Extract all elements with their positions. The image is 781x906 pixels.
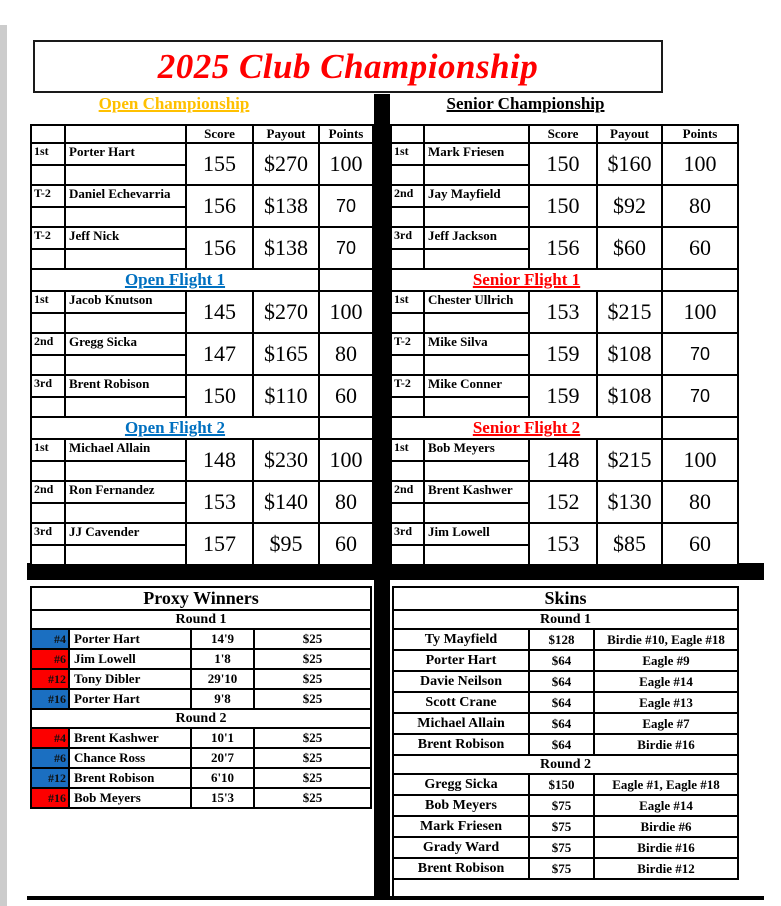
- rank-cell: 3rd: [391, 227, 424, 249]
- blank-cell: [391, 125, 424, 143]
- proxy-payout: $25: [254, 748, 371, 768]
- payout-value: $92: [597, 185, 662, 227]
- proxy-row: [31, 689, 371, 709]
- points-value: 100: [319, 291, 373, 333]
- skins-row: [393, 795, 738, 816]
- player-row: [31, 333, 373, 355]
- blank-cell: [391, 545, 424, 565]
- proxy-payout: $25: [254, 629, 371, 649]
- skins-row: [393, 837, 738, 858]
- proxy-winners-title: Proxy Winners: [31, 587, 371, 610]
- score-value: 159: [529, 375, 597, 417]
- player-name: Ron Fernandez: [65, 481, 186, 503]
- blank-cell: [65, 461, 186, 481]
- blank-cell: [31, 165, 65, 185]
- points-value: 60: [319, 523, 373, 565]
- player-row: [31, 375, 373, 397]
- player-row: [31, 227, 373, 249]
- rank-cell: 1st: [31, 143, 65, 165]
- blank-cell: [319, 269, 373, 291]
- proxy-row: [31, 748, 371, 768]
- player-name: Gregg Sicka: [65, 333, 186, 355]
- score-value: 148: [529, 439, 597, 481]
- score-value: 157: [186, 523, 253, 565]
- flight-title: Senior Flight 2: [391, 417, 662, 439]
- skins-player-name: Scott Crane: [393, 692, 529, 713]
- player-name: Brent Kashwer: [424, 481, 529, 503]
- round-label: Round 1: [31, 610, 371, 629]
- blank-cell: [65, 125, 186, 143]
- player-row: [31, 185, 373, 207]
- blank-cell: [31, 355, 65, 375]
- blank-cell: [424, 125, 529, 143]
- player-row: [31, 143, 373, 165]
- flight-title-row: [391, 417, 738, 439]
- blank-cell: [65, 313, 186, 333]
- open-results-table: [30, 124, 374, 566]
- blank-cell: [31, 249, 65, 269]
- blank-cell: [424, 397, 529, 417]
- proxy-player-name: Tony Dibler: [69, 669, 191, 689]
- blank-cell: [391, 503, 424, 523]
- blank-cell: [391, 461, 424, 481]
- blank-cell: [65, 249, 186, 269]
- skins-row: [393, 650, 738, 671]
- proxy-row: [31, 669, 371, 689]
- points-value: 80: [662, 481, 738, 523]
- skins-detail: Eagle #1, Eagle #18: [594, 774, 738, 795]
- proxy-distance: 1'8: [191, 649, 254, 669]
- round-label: Round 2: [393, 755, 738, 774]
- score-value: 150: [529, 143, 597, 185]
- blank-cell: [391, 249, 424, 269]
- score-value: 150: [186, 375, 253, 417]
- player-name: Jacob Knutson: [65, 291, 186, 313]
- player-name: Jeff Nick: [65, 227, 186, 249]
- points-value: 100: [662, 291, 738, 333]
- skins-title-row: [393, 587, 738, 610]
- proxy-row: [31, 788, 371, 808]
- blank-cell: [65, 397, 186, 417]
- payout-value: $85: [597, 523, 662, 565]
- player-row: [391, 439, 738, 461]
- rank-cell: 2nd: [31, 333, 65, 355]
- rank-cell: 3rd: [31, 523, 65, 545]
- proxy-row: [31, 768, 371, 788]
- flight-title-row: [391, 269, 738, 291]
- round-label: Round 1: [393, 610, 738, 629]
- proxy-payout: $25: [254, 669, 371, 689]
- blank-cell: [319, 417, 373, 439]
- round-label-row: [31, 610, 371, 629]
- rank-cell: T-2: [391, 333, 424, 355]
- rank-cell: 2nd: [391, 185, 424, 207]
- hole-badge: #6: [31, 649, 69, 669]
- player-name: JJ Cavender: [65, 523, 186, 545]
- player-name: Jay Mayfield: [424, 185, 529, 207]
- points-value: 80: [319, 333, 373, 375]
- payout-value: $95: [253, 523, 319, 565]
- proxy-row: [31, 728, 371, 748]
- column-header-row: [391, 125, 738, 143]
- score-value: 152: [529, 481, 597, 523]
- blank-cell: [31, 503, 65, 523]
- hole-badge: #12: [31, 669, 69, 689]
- skins-row: [393, 816, 738, 837]
- payout-value: $138: [253, 227, 319, 269]
- skins-amount: $75: [529, 795, 594, 816]
- flight-title: Open Flight 1: [31, 269, 319, 291]
- proxy-distance: 14'9: [191, 629, 254, 649]
- vertical-divider: [374, 94, 390, 900]
- column-header: Score: [186, 125, 253, 143]
- blank-cell: [424, 249, 529, 269]
- payout-value: $270: [253, 143, 319, 185]
- proxy-distance: 15'3: [191, 788, 254, 808]
- skins-row: [393, 774, 738, 795]
- proxy-distance: 20'7: [191, 748, 254, 768]
- proxy-player-name: Brent Robison: [69, 768, 191, 788]
- points-value: 80: [662, 185, 738, 227]
- skins-player-name: Brent Robison: [393, 734, 529, 755]
- blank-cell: [391, 397, 424, 417]
- score-value: 147: [186, 333, 253, 375]
- column-header: Points: [662, 125, 738, 143]
- score-value: 156: [186, 185, 253, 227]
- player-name: Chester Ullrich: [424, 291, 529, 313]
- player-row: [391, 291, 738, 313]
- blank-cell: [65, 355, 186, 375]
- rank-cell: 3rd: [391, 523, 424, 545]
- blank-cell: [31, 313, 65, 333]
- proxy-distance: 10'1: [191, 728, 254, 748]
- proxy-winners-table: [30, 586, 372, 809]
- skins-row: [393, 629, 738, 650]
- blank-cell: [31, 397, 65, 417]
- skins-row: [393, 713, 738, 734]
- blank-cell: [424, 461, 529, 481]
- flight-title-row: [31, 417, 373, 439]
- flight-title: Open Flight 2: [31, 417, 319, 439]
- score-value: 148: [186, 439, 253, 481]
- skins-player-name: Ty Mayfield: [393, 629, 529, 650]
- round-label: Round 2: [31, 709, 371, 728]
- points-value: 70: [662, 375, 738, 417]
- player-row: [391, 333, 738, 355]
- player-name: Porter Hart: [65, 143, 186, 165]
- blank-cell: [65, 207, 186, 227]
- hole-badge: #16: [31, 689, 69, 709]
- proxy-player-name: Brent Kashwer: [69, 728, 191, 748]
- player-row: [31, 523, 373, 545]
- player-name: Jeff Jackson: [424, 227, 529, 249]
- payout-value: $215: [597, 291, 662, 333]
- proxy-distance: 9'8: [191, 689, 254, 709]
- payout-value: $230: [253, 439, 319, 481]
- blank-cell: [424, 165, 529, 185]
- skins-player-name: Michael Allain: [393, 713, 529, 734]
- skins-amount: $75: [529, 816, 594, 837]
- score-value: 150: [529, 185, 597, 227]
- skins-player-name: Mark Friesen: [393, 816, 529, 837]
- blank-cell: [31, 207, 65, 227]
- blank-cell: [424, 545, 529, 565]
- rank-cell: T-2: [31, 227, 65, 249]
- payout-value: $110: [253, 375, 319, 417]
- score-value: 156: [186, 227, 253, 269]
- skins-player-name: Gregg Sicka: [393, 774, 529, 795]
- skins-amount: $75: [529, 837, 594, 858]
- payout-value: $270: [253, 291, 319, 333]
- score-value: 153: [186, 481, 253, 523]
- skins-row: [393, 692, 738, 713]
- skins-row: [393, 734, 738, 755]
- score-value: 156: [529, 227, 597, 269]
- points-value: 100: [662, 439, 738, 481]
- points-value: 100: [319, 143, 373, 185]
- score-value: 153: [529, 523, 597, 565]
- payout-value: $130: [597, 481, 662, 523]
- proxy-payout: $25: [254, 689, 371, 709]
- open-championship-heading: Open Championship: [98, 94, 250, 113]
- payout-value: $108: [597, 375, 662, 417]
- page-title: 2025 Club Championship: [157, 46, 539, 86]
- proxy-distance: 6'10: [191, 768, 254, 788]
- hole-badge: #4: [31, 728, 69, 748]
- player-name: Michael Allain: [65, 439, 186, 461]
- blank-cell: [31, 461, 65, 481]
- blank-cell: [391, 165, 424, 185]
- payout-value: $60: [597, 227, 662, 269]
- blank-cell: [391, 355, 424, 375]
- blank-cell: [391, 207, 424, 227]
- flight-title: Senior Flight 1: [391, 269, 662, 291]
- rank-cell: T-2: [31, 185, 65, 207]
- skins-player-name: Porter Hart: [393, 650, 529, 671]
- player-row: [31, 439, 373, 461]
- rank-cell: 2nd: [391, 481, 424, 503]
- rank-cell: T-2: [391, 375, 424, 397]
- player-row: [31, 291, 373, 313]
- skins-detail: Birdie #16: [594, 837, 738, 858]
- skins-amount: $64: [529, 734, 594, 755]
- points-value: 70: [319, 227, 373, 269]
- skins-detail: Eagle #13: [594, 692, 738, 713]
- skins-amount: $64: [529, 692, 594, 713]
- blank-cell: [65, 545, 186, 565]
- skins-detail: Birdie #16: [594, 734, 738, 755]
- rank-cell: 3rd: [31, 375, 65, 397]
- skins-amount: $75: [529, 858, 594, 879]
- skins-player-name: Grady Ward: [393, 837, 529, 858]
- blank-cell: [31, 545, 65, 565]
- score-value: 145: [186, 291, 253, 333]
- rank-cell: 2nd: [31, 481, 65, 503]
- proxy-payout: $25: [254, 788, 371, 808]
- column-header-row: [31, 125, 373, 143]
- skins-detail: Birdie #10, Eagle #18: [594, 629, 738, 650]
- blank-cell: [424, 355, 529, 375]
- hole-badge: #6: [31, 748, 69, 768]
- senior-results-table: [390, 124, 739, 566]
- flight-title-row: [31, 269, 373, 291]
- payout-value: $165: [253, 333, 319, 375]
- rank-cell: 1st: [391, 291, 424, 313]
- proxy-player-name: Bob Meyers: [69, 788, 191, 808]
- payout-value: $140: [253, 481, 319, 523]
- score-value: 159: [529, 333, 597, 375]
- player-row: [31, 481, 373, 503]
- hole-badge: #16: [31, 788, 69, 808]
- player-name: Mark Friesen: [424, 143, 529, 165]
- skins-row: [393, 858, 738, 879]
- payout-value: $160: [597, 143, 662, 185]
- player-name: Daniel Echevarria: [65, 185, 186, 207]
- player-row: [391, 523, 738, 545]
- blank-cell: [391, 313, 424, 333]
- column-header: Payout: [597, 125, 662, 143]
- rank-cell: 1st: [31, 291, 65, 313]
- points-value: 100: [662, 143, 738, 185]
- skins-detail: Eagle #7: [594, 713, 738, 734]
- skins-amount: $150: [529, 774, 594, 795]
- skins-table: [392, 586, 739, 880]
- round-label-row: [31, 709, 371, 728]
- skins-player-name: Bob Meyers: [393, 795, 529, 816]
- blank-cell: [662, 269, 738, 291]
- skins-detail: Eagle #14: [594, 671, 738, 692]
- player-name: Bob Meyers: [424, 439, 529, 461]
- player-row: [391, 227, 738, 249]
- proxy-row: [31, 629, 371, 649]
- points-value: 60: [662, 523, 738, 565]
- column-header: Payout: [253, 125, 319, 143]
- player-name: Mike Conner: [424, 375, 529, 397]
- proxy-title-row: [31, 587, 371, 610]
- blank-cell: [424, 503, 529, 523]
- skins-detail: Birdie #6: [594, 816, 738, 837]
- skins-detail: Eagle #14: [594, 795, 738, 816]
- proxy-distance: 29'10: [191, 669, 254, 689]
- rank-cell: 1st: [31, 439, 65, 461]
- blank-cell: [65, 503, 186, 523]
- skins-amount: $64: [529, 650, 594, 671]
- proxy-payout: $25: [254, 649, 371, 669]
- proxy-player-name: Porter Hart: [69, 629, 191, 649]
- points-value: 70: [662, 333, 738, 375]
- column-header: Score: [529, 125, 597, 143]
- proxy-payout: $25: [254, 728, 371, 748]
- skins-title: Skins: [393, 587, 738, 610]
- skins-amount: $64: [529, 713, 594, 734]
- blank-cell: [662, 417, 738, 439]
- skins-amount: $64: [529, 671, 594, 692]
- proxy-player-name: Chance Ross: [69, 748, 191, 768]
- rank-cell: 1st: [391, 143, 424, 165]
- points-value: 70: [319, 185, 373, 227]
- skins-detail: Eagle #9: [594, 650, 738, 671]
- skins-amount: $128: [529, 629, 594, 650]
- proxy-player-name: Porter Hart: [69, 689, 191, 709]
- payout-value: $108: [597, 333, 662, 375]
- score-value: 153: [529, 291, 597, 333]
- player-row: [391, 375, 738, 397]
- blank-cell: [65, 165, 186, 185]
- skins-row: [393, 671, 738, 692]
- column-header: Points: [319, 125, 373, 143]
- points-value: 60: [319, 375, 373, 417]
- blank-cell: [424, 313, 529, 333]
- score-value: 155: [186, 143, 253, 185]
- round-label-row: [393, 755, 738, 774]
- player-name: Mike Silva: [424, 333, 529, 355]
- skins-player-name: Brent Robison: [393, 858, 529, 879]
- player-row: [391, 481, 738, 503]
- points-value: 80: [319, 481, 373, 523]
- rank-cell: 1st: [391, 439, 424, 461]
- skins-detail: Birdie #12: [594, 858, 738, 879]
- proxy-payout: $25: [254, 768, 371, 788]
- title-box: [33, 40, 663, 93]
- player-row: [391, 185, 738, 207]
- points-value: 100: [319, 439, 373, 481]
- proxy-row: [31, 649, 371, 669]
- payout-value: $215: [597, 439, 662, 481]
- bottom-rule: [27, 896, 764, 900]
- blank-cell: [424, 207, 529, 227]
- blank-cell: [31, 125, 65, 143]
- skins-player-name: Davie Neilson: [393, 671, 529, 692]
- player-name: Jim Lowell: [424, 523, 529, 545]
- senior-championship-heading: Senior Championship: [446, 94, 605, 113]
- round-label-row: [393, 610, 738, 629]
- player-name: Brent Robison: [65, 375, 186, 397]
- points-value: 60: [662, 227, 738, 269]
- payout-value: $138: [253, 185, 319, 227]
- hole-badge: #12: [31, 768, 69, 788]
- proxy-player-name: Jim Lowell: [69, 649, 191, 669]
- player-row: [391, 143, 738, 165]
- hole-badge: #4: [31, 629, 69, 649]
- page-edge-shadow: [0, 25, 7, 906]
